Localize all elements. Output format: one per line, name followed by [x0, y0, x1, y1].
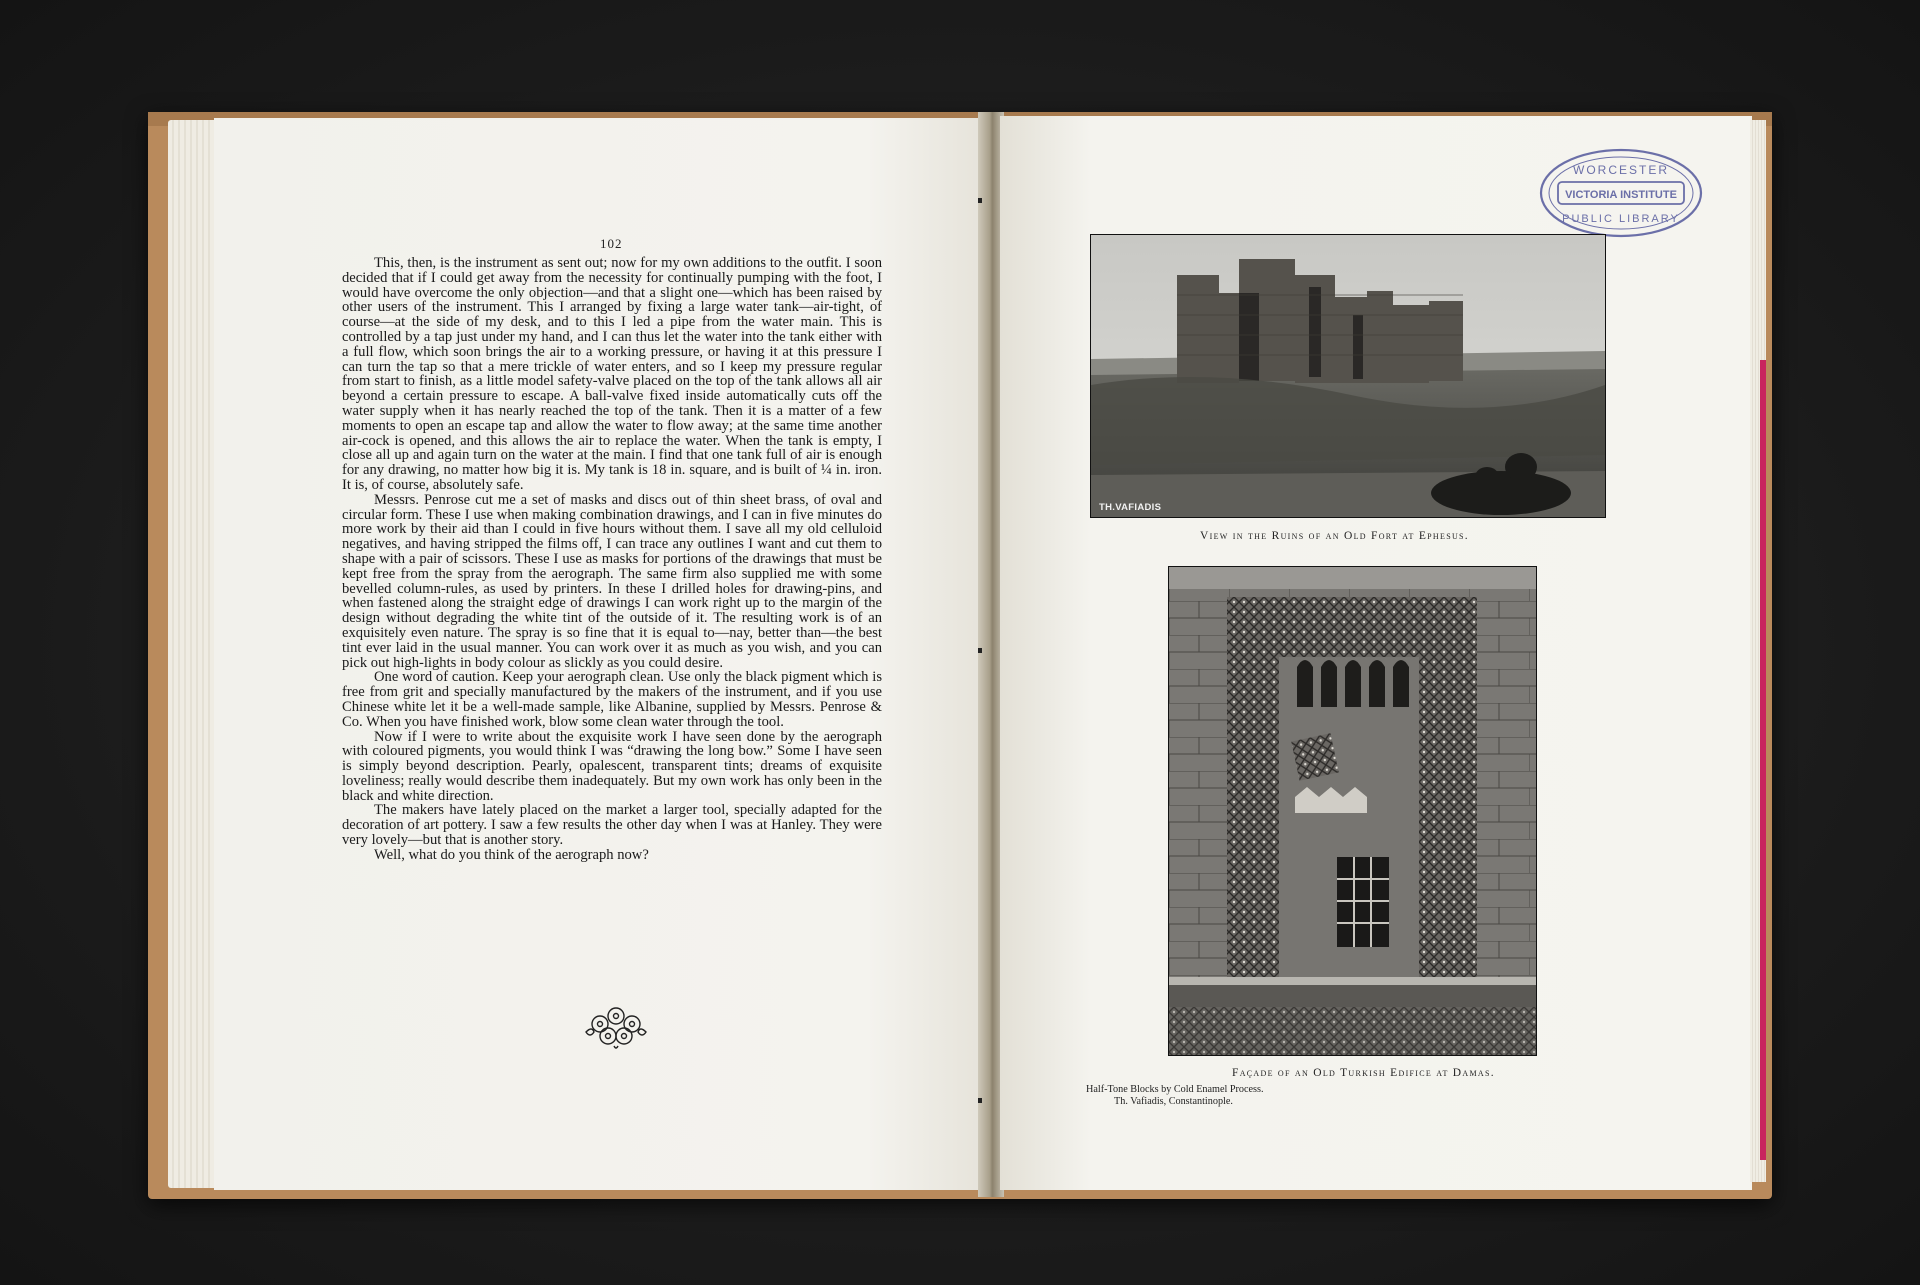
- photo-watermark: TH.VAFIADIS: [1099, 502, 1162, 513]
- photo1-caption: View in the Ruins of an Old Fort at Ephesus.: [1200, 530, 1469, 542]
- paragraph: This, then, is the instrument as sent out; now for my own additions to the outfit. I soon decided that if I could get away from the necessity for continually pumping with the foot, I would have overcome the only objection—and that a slight one—which has been raised by other users of the instrument. This I arranged by fixing a large water tank—air-tight, of course—at the side of my desk, and to this I led a pipe from the water main. This is controlled by a tap just under my hand, and I can thus let the water into the tank either with a full flow, which soon brings the air to a working pressure, or having it at this pressure I can turn the tap so that a mere trickle of water enters, and so I keep my pressure regular from start to finish, as a little model safety-valve placed on the top of the tank allows all air beyond a certain pressure to escape. A ball-valve fixed inside automatically cuts off the water supply when it has nearly reached the top of the tank. Then it is a matter of a few moments to open an escape tap and allow the water to flow away; at the same time another air-cock is opened, and this allows the air to replace the water. When the tank is empty, I close all up and again turn on the water at the main. I find that one tank full of air is enough for any drawing, no matter how big it is. My tank is 18 in. square, and is built of ¼ in. iron. It is, of course, absolutely safe.: [342, 255, 882, 493]
- paragraph: Well, what do you think of the aerograph now?: [374, 846, 649, 863]
- binding-thread-mark: [978, 648, 982, 653]
- page-edge-accent: [1760, 360, 1766, 1160]
- binding-thread-mark: [978, 1098, 982, 1103]
- article-text: [342, 256, 882, 863]
- paragraph: One word of caution. Keep your aerograph clean. Use only the black pigment which is free from grit and specially manufactured by the makers of the instrument, and if you use Chinese white let it be a well-made sample, like Albanine, supplied by Messrs. Penrose & Co. When you have finished work, blow some clean water through the tool.: [342, 669, 882, 730]
- library-stamp: [1538, 146, 1704, 240]
- photo2-caption: Façade of an Old Turkish Edifice at Damas.: [1232, 1067, 1495, 1079]
- page-number: 102: [600, 236, 623, 251]
- stamp-middle-text: VICTORIA INSTITUTE: [1565, 189, 1677, 201]
- photographer-credit-line: Th. Vafiadis, Constantinople.: [1114, 1096, 1233, 1107]
- paragraph: Now if I were to write about the exquisite work I have seen done by the aerograph with coloured pigments, you would think I was “drawing the long bow.” Some I have seen is simply beyond description. Pearly, opalescent, transparent tints; dreams of exquisite loveliness; really would describe them inadequately. But my own work has only been in the black and white direction.: [342, 728, 882, 804]
- left-page-stack: [168, 120, 216, 1188]
- paragraph: The makers have lately placed on the market a larger tool, specially adapted for the decoration of art pottery. I saw a few results the other day when I was at Hanley. They were very lovely—but that is another story.: [342, 802, 882, 849]
- fort-ruins-image: [1091, 235, 1605, 517]
- paragraph: Messrs. Penrose cut me a set of masks and discs out of thin sheet brass, of oval and circular form. These I use when making combination drawings, and I can in five minutes do more work by their aid than I could in five hours without them. I save all my old celluloid negatives, and having stripped the films off, I can trace any outlines I want and cut them to shape with a pair of scissors. These I use as masks for portions of the drawings that must be kept free from the spray from the aerograph. The same firm also supplied me with some bevelled column-rules, as used by printers. In these I drilled holes for drawing-pins, and when fastened along the straight edge of drawings I can work right up to the margin of the design without degrading the white tint of the outside of it. The resulting work is of an exquisitely even nature. The spray is so fine that it is equal to—nay, better than—the best tint ever laid in the usual manner. You can work over it as much as you wish, and you can pick out high-lights in body colour as slickly as you could desire.: [342, 491, 882, 671]
- floral-ornament-icon: [578, 1002, 654, 1052]
- photo-fort-ruins: [1090, 234, 1606, 518]
- binding-thread-mark: [978, 198, 982, 203]
- photo-turkish-facade: [1168, 566, 1537, 1056]
- print-credit-line: Half-Tone Blocks by Cold Enamel Process.: [1086, 1084, 1264, 1095]
- stamp-top-text: WORCESTER: [1573, 163, 1669, 177]
- stamp-bottom-text: PUBLIC LIBRARY: [1562, 213, 1680, 225]
- turkish-facade-image: [1169, 567, 1536, 1055]
